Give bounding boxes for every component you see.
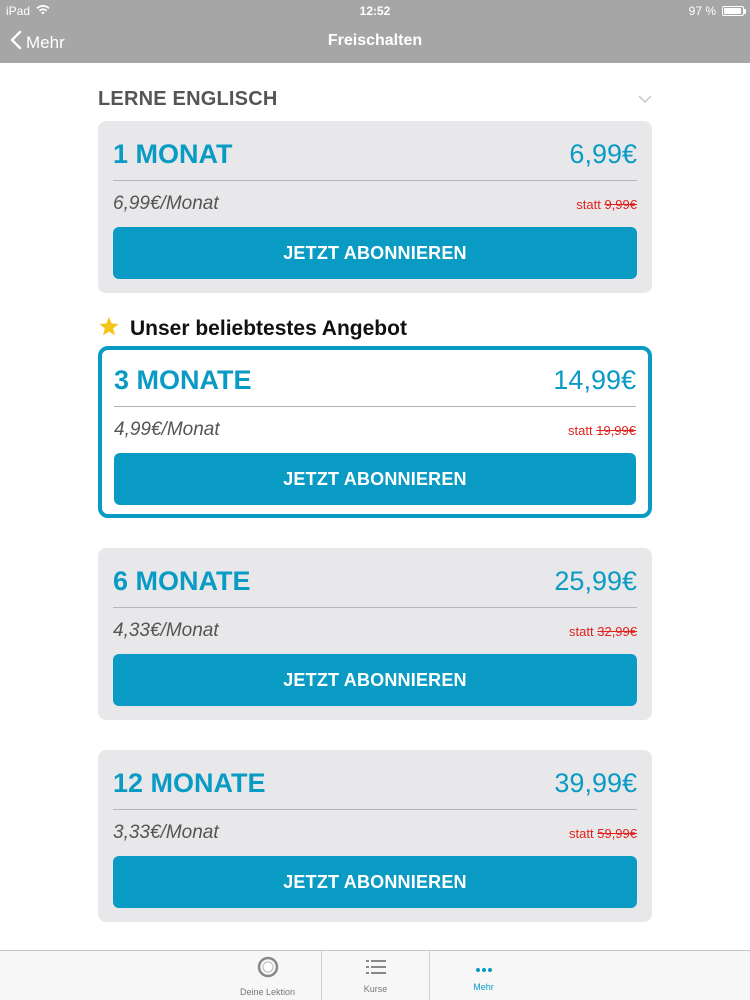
tab-bar	[0, 950, 750, 1000]
star-icon	[98, 316, 120, 342]
tab-deine-lektion[interactable]	[214, 951, 321, 1000]
battery-percent: 97 %	[688, 4, 716, 18]
tab-label: Kurse	[363, 983, 388, 994]
old-price: 32,99€	[597, 623, 637, 639]
price-per-month: 4,99€/Monat	[114, 419, 220, 440]
plan-card-12-months	[98, 750, 652, 922]
old-price-label	[569, 624, 637, 639]
tab-kurse[interactable]	[322, 951, 429, 1000]
battery-icon	[722, 6, 744, 16]
section-header	[98, 63, 652, 121]
old-price-label	[568, 423, 636, 438]
old-price: 9,99€	[604, 196, 637, 212]
status-bar	[0, 0, 750, 22]
price-per-month: 3,33€/Monat	[113, 822, 219, 843]
plan-name: 6 MONATE	[113, 566, 251, 596]
old-price: 59,99€	[597, 825, 637, 841]
popular-offer-label	[98, 316, 407, 342]
plan-price: 14,99€	[553, 365, 636, 395]
tab-label: Mehr	[473, 982, 494, 992]
tab-mehr[interactable]	[430, 951, 537, 1000]
subscribe-button[interactable]: JETZT ABONNIEREN	[113, 856, 637, 908]
price-per-month: 6,99€/Monat	[113, 193, 219, 214]
plan-card-3-months	[98, 346, 652, 518]
plan-price: 25,99€	[554, 566, 637, 596]
more-dots-icon	[475, 960, 493, 978]
plan-price: 6,99€	[569, 139, 637, 169]
old-price-label	[576, 197, 637, 212]
subscribe-button[interactable]: JETZT ABONNIEREN	[114, 453, 636, 505]
device-label: iPad	[6, 4, 31, 18]
instead-text: statt	[569, 623, 594, 639]
plan-name: 3 MONATE	[114, 365, 252, 395]
plan-name: 1 MONAT	[113, 139, 233, 169]
plan-price: 39,99€	[554, 768, 637, 798]
list-icon	[366, 959, 386, 980]
plan-card-1-month	[98, 121, 652, 293]
page-title: Freischalten	[327, 32, 423, 49]
instead-text: statt	[576, 196, 601, 212]
instead-text: statt	[569, 825, 594, 841]
old-price-label	[569, 826, 637, 841]
old-price: 19,99€	[596, 422, 636, 438]
subscription-list	[98, 63, 652, 892]
back-label: Mehr	[26, 32, 65, 52]
status-time: 12:52	[359, 4, 391, 18]
plan-name: 12 MONATE	[113, 768, 266, 798]
chevron-down-icon[interactable]	[638, 91, 652, 109]
subscribe-button[interactable]: JETZT ABONNIEREN	[113, 654, 637, 706]
tab-label: Deine Lektion	[239, 986, 296, 997]
plan-card-6-months	[98, 548, 652, 720]
lesson-circle-icon	[257, 956, 279, 983]
navigation-bar	[0, 22, 750, 63]
price-per-month: 4,33€/Monat	[113, 620, 219, 641]
popular-offer-text: Unser beliebtestes Angebot	[130, 317, 407, 340]
subscribe-button[interactable]: JETZT ABONNIEREN	[113, 227, 637, 279]
section-title: LERNE ENGLISCH	[98, 88, 278, 110]
instead-text: statt	[568, 422, 593, 438]
